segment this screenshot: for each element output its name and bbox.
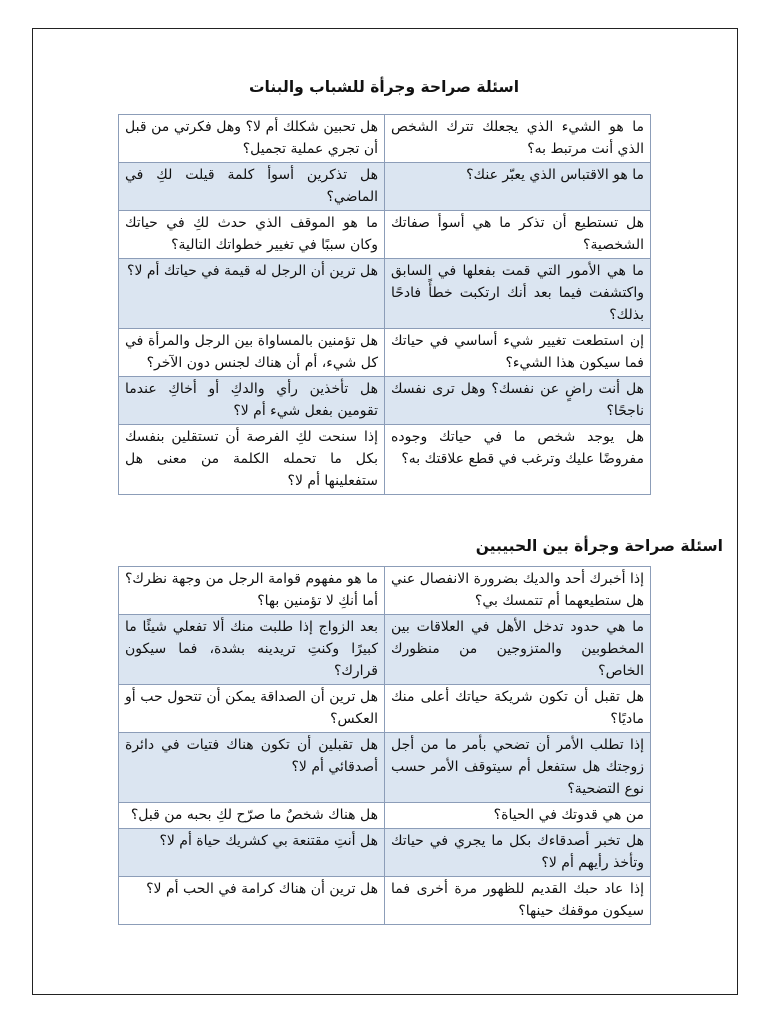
question-cell-right: هل تستطيع أن تذكر ما هي أسوأ صفاتك الشخصية؟: [385, 211, 651, 259]
section-title-youth: اسئلة صراحة وجرأة للشباب والبنات: [248, 78, 520, 96]
question-cell-right: هل أنت راضٍ عن نفسك؟ وهل ترى نفسك ناجحًا؟: [385, 377, 651, 425]
table-row: [119, 329, 651, 377]
table-row: [119, 211, 651, 259]
question-cell-left: هل ترين أن الصداقة يمكن أن تتحول حب أو العكس؟: [119, 685, 385, 733]
question-cell-left: هل تحبين شكلك أم لا؟ وهل فكرتي من قبل أن تجري عملية تجميل؟: [119, 115, 385, 163]
table-row: [119, 163, 651, 211]
question-cell-left: هل أنتِ مقتنعة بي كشريك حياة أم لا؟: [119, 829, 385, 877]
question-cell-left: ما هو مفهوم قوامة الرجل من وجهة نظرك؟ أما أنكِ لا تؤمنين بها؟: [119, 567, 385, 615]
question-cell-right: إذا تطلب الأمر أن تضحي بأمر ما من أجل زوجتك هل ستفعل أم سيتوقف الأمر حسب نوع التضحية؟: [385, 733, 651, 803]
question-cell-left: هل هناك شخصٌ ما صرّح لكِ بحبه من قبل؟: [119, 803, 385, 829]
question-cell-right: ما هو الشيء الذي يجعلك تترك الشخص الذي أنت مرتبط به؟: [385, 115, 651, 163]
question-cell-right: إن استطعت تغيير شيء أساسي في حياتك فما سيكون هذا الشيء؟: [385, 329, 651, 377]
question-cell-right: هل تخبر أصدقاءك بكل ما يجري في حياتك وتأخذ رأيهم أم لا؟: [385, 829, 651, 877]
table-row: [119, 829, 651, 877]
table-row: [119, 685, 651, 733]
table-row: [119, 115, 651, 163]
question-cell-right: إذا أخبرك أحد والديك بضرورة الانفصال عني هل ستطيعهما أم تتمسك بي؟: [385, 567, 651, 615]
question-cell-left: هل تقبلين أن تكون هناك فتيات في دائرة أصدقائي أم لا؟: [119, 733, 385, 803]
table-row: [119, 733, 651, 803]
question-cell-left: بعد الزواج إذا طلبت منك ألا تفعلي شيئًا ما كبيرًا وكنتِ تريدينه بشدة، فما سيكون قرارك؟: [119, 615, 385, 685]
table-row: [119, 615, 651, 685]
question-cell-left: هل تؤمنين بالمساواة بين الرجل والمرأة في كل شيء، أم أن هناك لجنس دون الآخر؟: [119, 329, 385, 377]
question-cell-right: ما هي الأمور التي قمت بفعلها في السابق واكتشفت فيما بعد أنك ارتكبت خطأً فادحًا بذلك؟: [385, 259, 651, 329]
question-cell-left: هل تذكرين أسوأ كلمة قيلت لكِ في الماضي؟: [119, 163, 385, 211]
table-row: [119, 803, 651, 829]
question-cell-left: هل ترين أن الرجل له قيمة في حياتك أم لا؟: [119, 259, 385, 329]
table-row: [119, 425, 651, 495]
table-row: [119, 377, 651, 425]
table-row: [119, 877, 651, 925]
questions-table-lovers: [118, 566, 651, 925]
question-cell-right: ما هو الاقتباس الذي يعبّر عنك؟: [385, 163, 651, 211]
questions-table-youth: [118, 114, 651, 495]
question-cell-right: هل يوجد شخص ما في حياتك وجوده مفروضًا عليك وترغب في قطع علاقتك به؟: [385, 425, 651, 495]
table-row: [119, 567, 651, 615]
question-cell-right: إذا عاد حبك القديم للظهور مرة أخرى فما سيكون موقفك حينها؟: [385, 877, 651, 925]
question-cell-right: ما هي حدود تدخل الأهل في العلاقات بين المخطوبين والمتزوجين من منظورك الخاص؟: [385, 615, 651, 685]
table-row: [119, 259, 651, 329]
question-cell-left: ما هو الموقف الذي حدث لكِ في حياتك وكان سببًا في تغيير خطواتك التالية؟: [119, 211, 385, 259]
question-cell-right: من هي قدوتك في الحياة؟: [385, 803, 651, 829]
section-title-lovers: اسئلة صراحة وجرأة بين الحبيبين: [475, 537, 723, 555]
question-cell-right: هل تقبل أن تكون شريكة حياتك أعلى منك ماديًا؟: [385, 685, 651, 733]
question-cell-left: هل ترين أن هناك كرامة في الحب أم لا؟: [119, 877, 385, 925]
question-cell-left: هل تأخذين رأي والدكِ أو أخاكِ عندما تقومين بفعل شيء أم لا؟: [119, 377, 385, 425]
question-cell-left: إذا سنحت لكِ الفرصة أن تستقلين بنفسك بكل ما تحمله الكلمة من معنى هل ستفعلينها أم لا؟: [119, 425, 385, 495]
